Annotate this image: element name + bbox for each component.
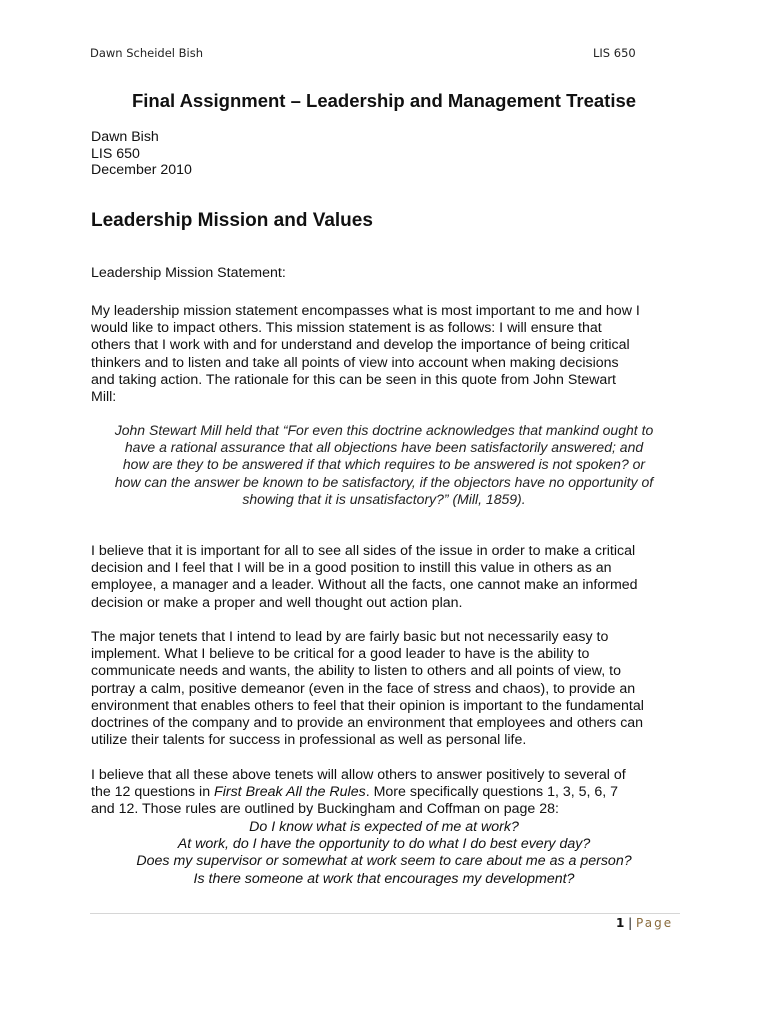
- mission-statement-label: Leadership Mission Statement:: [91, 265, 286, 281]
- page-footer: [616, 916, 673, 930]
- quote-line: how can the answer be known to be satisfactory, if the objectors have no opportunity of: [114, 473, 654, 490]
- paragraph-line: decision or make a proper and well thought out action plan.: [91, 594, 463, 611]
- paragraph-line: utilize their talents for success in professional as well as personal life.: [91, 732, 527, 749]
- paragraph-line: employee, a manager and a leader. Without all the facts, one cannot make an informed: [91, 577, 638, 594]
- paragraph-line: and 12. Those rules are outlined by Buckingham and Coffman on page 28:: [91, 801, 559, 818]
- paragraph-line: would like to impact others. This mission statement is as follows: I will ensure that: [91, 320, 602, 337]
- question-item: Does my supervisor or somewhat at work seem to care about me as a person?: [136, 853, 632, 870]
- quote-line: how are they to be answered if that which requires to be answered is not spoken? or: [122, 456, 646, 473]
- paragraph-line: I believe that all these above tenets will allow others to answer positively to several of: [91, 767, 626, 783]
- paragraph-line: communicate needs and wants, the ability to listen to others and all points of view, to: [91, 663, 621, 680]
- running-header-author: Dawn Scheidel Bish: [90, 46, 204, 60]
- paragraph-questions-intro: [91, 767, 691, 819]
- quote-line: showing that it is unsatisfactory?” (Mill, 1859).: [242, 490, 526, 507]
- document-title: Final Assignment – Leadership and Management Treatise: [131, 90, 637, 111]
- paragraph-line: others that I work with and for understand and develop the importance of being critical: [91, 337, 630, 354]
- section-heading: Leadership Mission and Values: [91, 210, 373, 231]
- question-item: At work, do I have the opportunity to do what I do best every day?: [177, 836, 591, 853]
- paragraph-line: and taking action. The rationale for this can be seen in this quote from John Stewart: [91, 371, 616, 388]
- mill-quote: [0, 422, 768, 508]
- paragraph-line: thinkers and to listen and take all points of view into account when making decisions: [91, 354, 619, 371]
- paragraph-critical-decision: [91, 543, 691, 612]
- author-course: LIS 650: [91, 145, 140, 162]
- paragraph-line: The major tenets that I intend to lead by are fairly basic but not necessarily easy to: [91, 629, 609, 645]
- page-number: 1: [616, 916, 625, 930]
- question-item: Is there someone at work that encourages my development?: [193, 870, 575, 887]
- paragraph-line: Mill:: [91, 389, 117, 406]
- paragraph-line: decision and I feel that I will be in a good position to instill this value in others as an: [91, 560, 612, 577]
- paragraph-line: portray a calm, positive demeanor (even in the face of stress and chaos), to provide an: [91, 680, 636, 697]
- paragraph-line: My leadership mission statement encompasses what is most important to me and how I: [91, 303, 640, 319]
- paragraph-tenets: [91, 629, 691, 749]
- footer-separator: |: [624, 916, 637, 930]
- quote-line: have a rational assurance that all objections have been satisfactorily answered; and: [124, 439, 644, 456]
- paragraph-line: the 12 questions in First Break All the Rules. More specifically questions 1, 3, 5, 6, 7: [91, 784, 619, 801]
- question-list: [0, 819, 768, 888]
- author-block: [91, 129, 192, 179]
- paragraph-mission: [91, 303, 691, 406]
- author-name: Dawn Bish: [91, 129, 159, 145]
- book-title: First Break All the Rules: [214, 784, 366, 801]
- running-header-course: LIS 650: [593, 46, 636, 60]
- paragraph-line: doctrines of the company and to provide an environment that employees and others can: [91, 715, 644, 732]
- paragraph-line: environment that enables others to feel that their opinion is important to the fundamental: [91, 697, 644, 714]
- footer-divider: [90, 913, 680, 914]
- page-label: Page: [636, 916, 674, 930]
- quote-line: John Stewart Mill held that “For even this doctrine acknowledges that mankind ought to: [114, 422, 654, 438]
- paragraph-line: I believe that it is important for all to see all sides of the issue in order to make a critical: [91, 543, 636, 559]
- paragraph-line: implement. What I believe to be critical for a good leader to have is the ability to: [91, 646, 590, 663]
- question-item: Do I know what is expected of me at work?: [249, 819, 519, 835]
- author-date: December 2010: [91, 162, 192, 178]
